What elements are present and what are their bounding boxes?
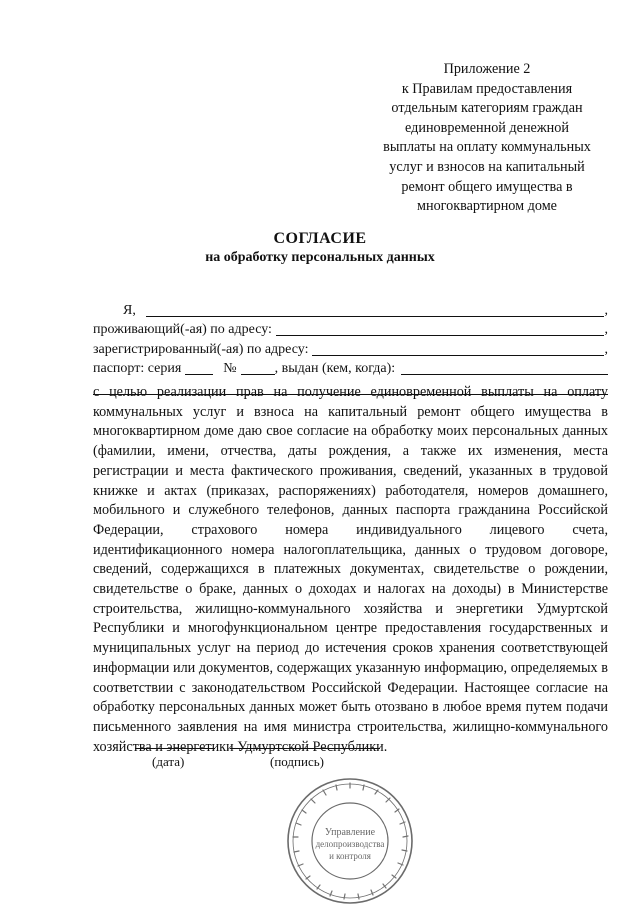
appendix-line: единовременной денежной — [405, 119, 569, 136]
name-row — [93, 300, 608, 320]
comma: , — [604, 302, 608, 318]
appendix-line: Приложение 2 — [443, 61, 531, 77]
appendix-header — [372, 60, 602, 217]
appendix-line: отдельным категориям граждан — [391, 100, 583, 117]
passport-label: паспорт: серия — [93, 361, 182, 377]
consent-body — [93, 383, 608, 757]
registered-label: зарегистрированный(-ая) по адресу: — [93, 341, 309, 357]
address-field-line[interactable] — [276, 322, 604, 336]
stamp-text: и контроля — [329, 851, 371, 861]
document-subtitle: на обработку персональных данных — [205, 250, 435, 265]
passport-series-line[interactable] — [185, 361, 213, 375]
document-title: СОГЛАСИЕ — [273, 230, 367, 247]
signature-line[interactable] — [230, 748, 380, 749]
passport-row — [93, 359, 608, 379]
name-label: Я, — [123, 302, 136, 318]
passport-issued-line[interactable] — [401, 361, 608, 375]
appendix-line: выплаты на оплату коммунальных — [383, 139, 591, 156]
address-row — [93, 320, 608, 340]
passport-number-label: № — [223, 361, 237, 377]
name-field-line[interactable] — [146, 303, 604, 317]
address-label: проживающий(-ая) по адресу: — [93, 322, 272, 338]
stamp-text: делопроизводства — [315, 839, 385, 849]
official-stamp — [284, 775, 416, 907]
appendix-line: ремонт общего имущества в — [401, 178, 573, 195]
comma: , — [604, 341, 608, 357]
signature-label: (подпись) — [270, 754, 324, 769]
consent-paragraph: с целью реализации прав на получение единовременной выплаты на оплату коммунальных услуг и взноса на капитальный ремонт общего имущества в многоквартирном доме даю свое согласие на обработку моих персональных данных (фамилии, имени, отчества, даты рождения, а также их изменения, места регистрации и места фактического проживания, сведений, указанных в трудовой книжке и актах (приказах, распоряжениях) работодателя, номеров домашнего, мобильного и служебного телефонов, данных паспорта гражданина Российской Федерации, страхового номера индивидуального лицевого счета, идентификационного номера налогоплательщика, данных о трудовом договоре, сведений, содержащихся в платежных документах, свидетельстве о рождении, свидетельстве о браке, данных о доходах и налогах на доходы) в Министерстве строительства, жилищно-коммунального хозяйства и энергетики Удмуртской Республики и многофункциональном центре предоставления государственных и муниципальных услуг на период до истечения сроков хранения соответствующей информации или документов, содержащих указанную информацию, определяемых в соответствии с законодательством Российской Федерации. Настоящее согласие на обработку персональных данных может быть отозвано в любое время путем подачи письменного заявления на имя министра строительства, жилищно-коммунального хозяйства и энергетики Удмуртской Республики. — [93, 384, 608, 755]
date-line[interactable] — [135, 748, 215, 749]
stamp-text: Управление — [324, 827, 376, 838]
appendix-line: услуг и взносов на капитальный — [389, 158, 585, 175]
registered-field-line[interactable] — [312, 342, 603, 356]
passport-issued-label: , выдан (кем, когда): — [274, 361, 396, 377]
date-label: (дата) — [152, 754, 185, 769]
comma: , — [604, 322, 608, 338]
appendix-line: к Правилам предоставления — [401, 80, 573, 97]
appendix-line: многоквартирном доме — [417, 198, 557, 215]
passport-number-line[interactable] — [241, 361, 275, 375]
registered-row — [93, 339, 608, 359]
